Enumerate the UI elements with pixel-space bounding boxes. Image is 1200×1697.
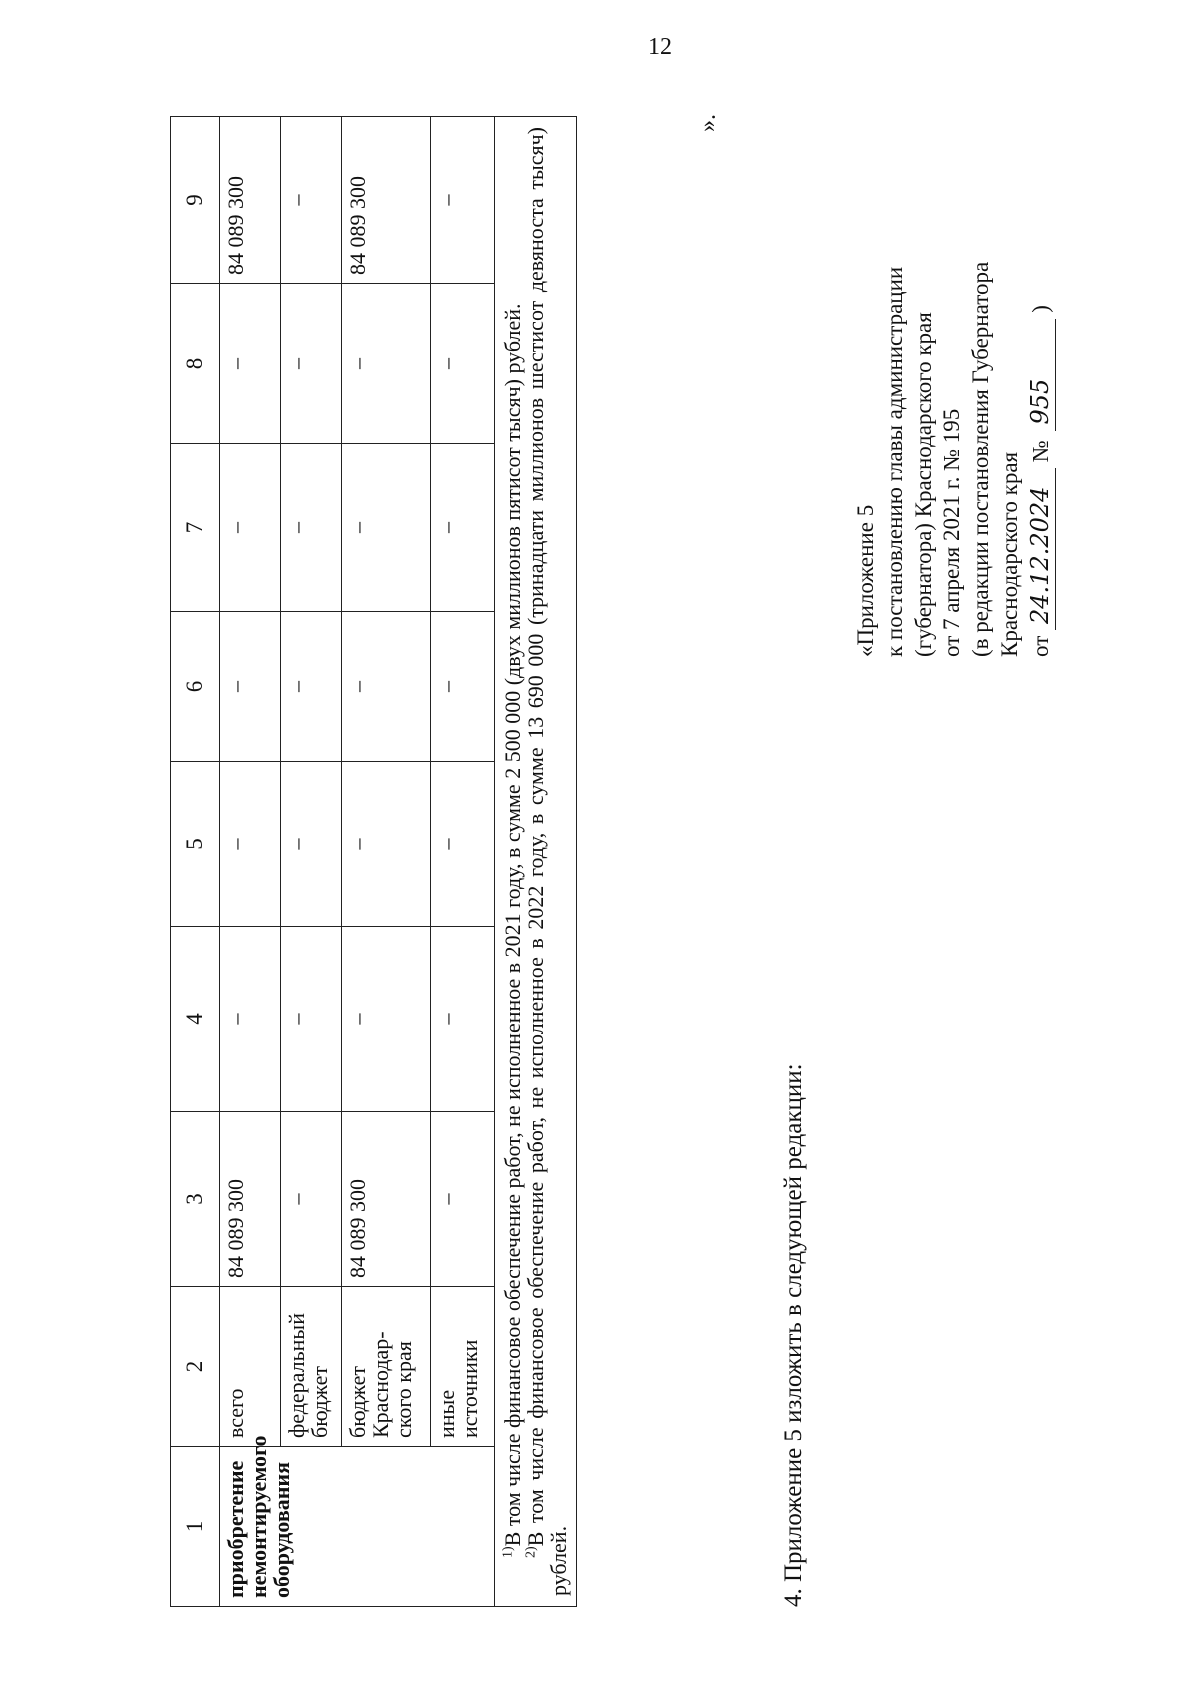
source-cell: всего (220, 1287, 281, 1447)
appendix-line: (в редакции постановления Губернатора (968, 261, 993, 657)
column-header: 8 (171, 284, 220, 444)
page-number: 12 (648, 34, 672, 60)
from-prefix: от (1027, 635, 1053, 657)
column-header: 3 (171, 1112, 220, 1287)
appendix-line: от 7 апреля 2021 г. № 195 (939, 408, 965, 657)
value-cell: 84 089 300 (220, 117, 281, 284)
value-cell: – (281, 762, 342, 927)
value-cell: – (431, 612, 495, 762)
column-header: 2 (171, 1287, 220, 1447)
value-cell: – (431, 762, 495, 927)
source-cell: иные источники (431, 1287, 495, 1447)
value-cell: – (220, 762, 281, 927)
column-header: 6 (171, 612, 220, 762)
footnote-1 (501, 127, 524, 1596)
footnote-mark: 2) (523, 1546, 539, 1558)
item-name-cell: приобретение немонтируемого оборудования (220, 1447, 495, 1607)
value-cell: – (431, 284, 495, 444)
column-header: 9 (171, 117, 220, 284)
column-header: 4 (171, 927, 220, 1112)
value-cell: – (342, 927, 431, 1112)
value-cell: – (220, 444, 281, 612)
handwritten-date: 24.12.2024 (1025, 468, 1056, 630)
source-cell: федеральный бюджет (281, 1287, 342, 1447)
value-cell: – (281, 444, 342, 612)
value-cell: 84 089 300 (220, 1112, 281, 1287)
value-cell: – (281, 1112, 342, 1287)
value-cell: 84 089 300 (342, 117, 431, 284)
appendix-date-line (1025, 17, 1056, 657)
table-header-row (171, 117, 220, 1607)
source-cell: бюджет Краснодар-ского края (342, 1287, 431, 1447)
column-header: 5 (171, 762, 220, 927)
footnote-text: В том числе финансовое обеспечение работ, не исполненное в 2022 году, в сумме 13 690 000 (тринадцати миллионов шестисот девяноста тысяч) рублей. (523, 127, 572, 1596)
value-cell: – (281, 284, 342, 444)
table-row (220, 117, 281, 1607)
column-header: 1 (171, 1447, 220, 1607)
value-cell: – (342, 762, 431, 927)
number-prefix: № (1027, 440, 1053, 463)
appendix-line: к постановлению главы администрации (881, 266, 907, 657)
value-cell: – (220, 927, 281, 1112)
table-row (342, 117, 431, 1607)
column-header: 7 (171, 444, 220, 612)
footnote-2 (524, 127, 570, 1596)
appendix-line: Краснодарского края (996, 451, 1022, 657)
close-paren: ) (1027, 305, 1053, 313)
appendix-line: «Приложение 5 (853, 504, 878, 657)
table-row (281, 117, 342, 1607)
footnote-text: В том числе финансовое обеспечение работ, не исполненное в 2021 году, в сумме 2 500 000 (двух миллионов пятисот тысяч) рублей. (500, 303, 525, 1547)
budget-table (170, 116, 577, 1607)
handwritten-number: 955 (1025, 319, 1056, 431)
value-cell: – (281, 612, 342, 762)
table-row (431, 117, 495, 1607)
value-cell: – (431, 927, 495, 1112)
value-cell: 84 089 300 (342, 1112, 431, 1287)
footnotes-cell (495, 117, 577, 1607)
amendment-paragraph: 4. Приложение 5 изложить в следующей редакции: (780, 1063, 807, 1607)
footnotes-row (495, 117, 577, 1607)
value-cell: – (220, 612, 281, 762)
value-cell: – (281, 117, 342, 284)
value-cell: – (342, 444, 431, 612)
closing-quote: ». (695, 114, 721, 132)
value-cell: – (431, 117, 495, 284)
appendix-line: (губернатора) Краснодарского края (910, 312, 936, 657)
value-cell: – (342, 284, 431, 444)
value-cell: – (431, 1112, 495, 1287)
value-cell: – (431, 444, 495, 612)
value-cell: – (220, 284, 281, 444)
appendix-header (852, 17, 1056, 657)
value-cell: – (281, 927, 342, 1112)
footnote-mark: 1) (500, 1546, 516, 1558)
value-cell: – (342, 612, 431, 762)
